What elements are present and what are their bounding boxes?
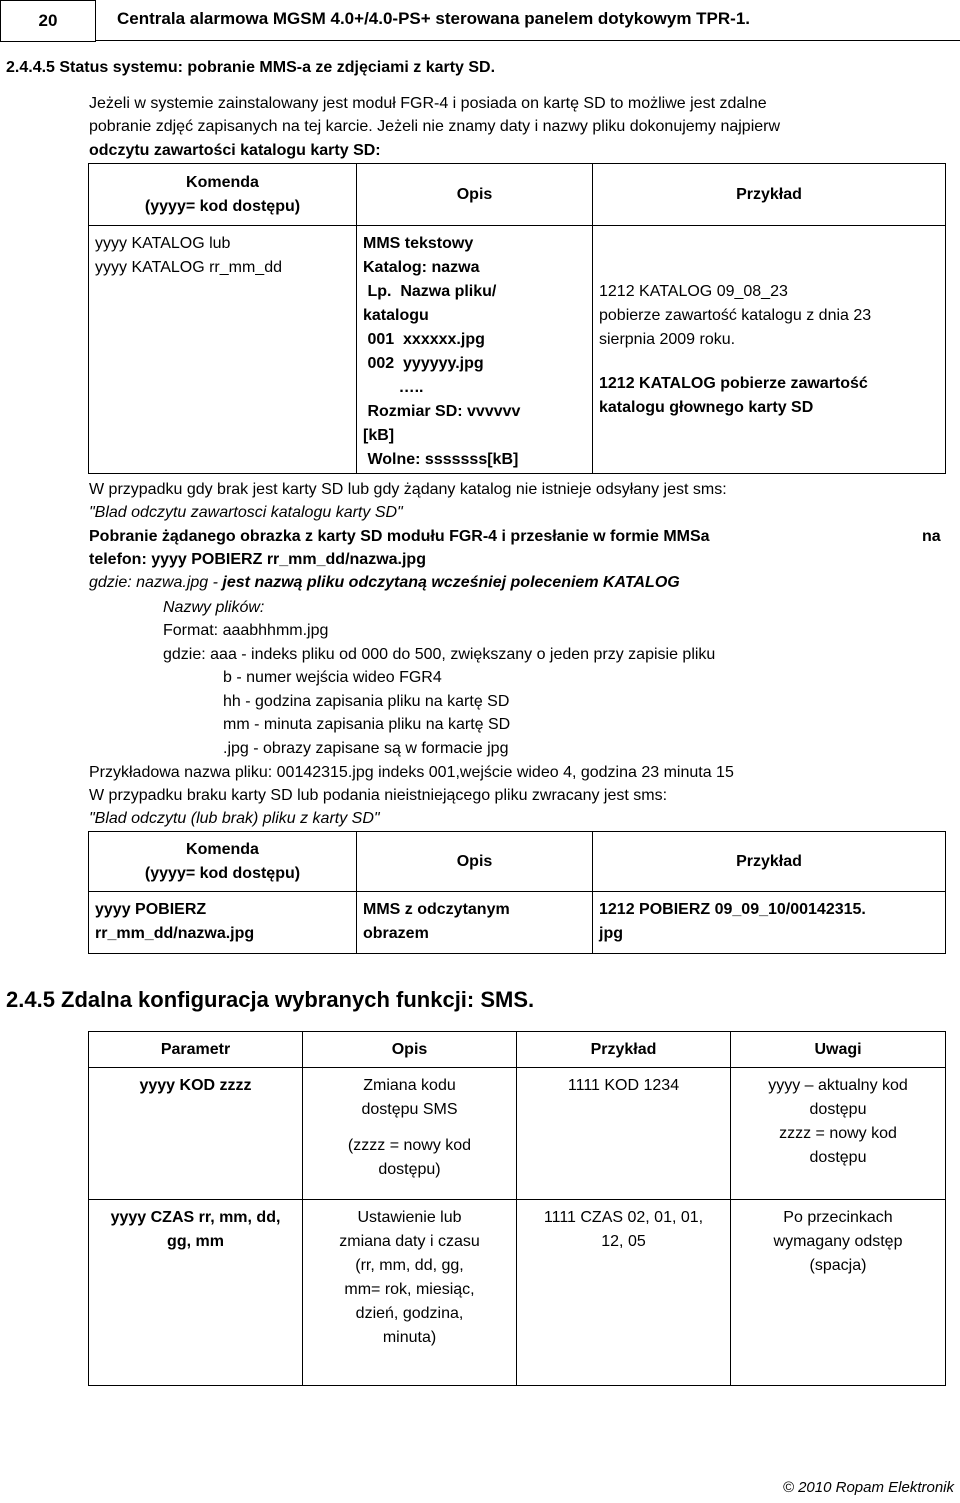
header-uwagi: Uwagi (731, 1032, 946, 1068)
text-line: .jpg - obrazy zapisane są w formacie jpg (223, 740, 509, 757)
text-line: W przypadku braku karty SD lub podania nieistniejącego pliku zwracany jest sms: (89, 787, 668, 804)
header-przyklad: Przykład (593, 164, 946, 226)
text-line: hh - godzina zapisania pliku na kartę SD (223, 693, 510, 710)
header-opis: Opis (357, 164, 593, 226)
intro-line-2: pobranie zdjęć zapisanych na tej karcie. Jeżeli nie znamy daty i nazwy pliku dokonujemy najpierw (89, 118, 781, 135)
sms-config-table (88, 1031, 946, 1386)
error-sms-catalog: "Blad odczytu zawartosci katalogu karty SD" (89, 504, 403, 521)
cell-uwagi: Po przecinkach wymagany odstęp (spacja) (731, 1200, 946, 1386)
cell-przyklad: 1212 KATALOG 09_08_23 pobierze zawartość katalogu z dnia 23 sierpnia 2009 roku. 1212 KATALOG pobierze zawartość katalogu głownego karty SD (593, 226, 946, 474)
section-heading-2445: 2.4.4.5 Status systemu: pobranie MMS-a ze zdjęciami z karty SD. (6, 59, 496, 76)
header-opis: Opis (303, 1032, 517, 1068)
text-line: b - numer wejścia wideo FGR4 (223, 669, 442, 686)
text-line: telefon: yyyy POBIERZ rr_mm_dd/nazwa.jpg (89, 551, 426, 568)
text-line: Pobranie żądanego obrazka z karty SD modułu FGR-4 i przesłanie w formie MMSa (89, 528, 710, 545)
copyright-footer: © 2010 Ropam Elektronik (782, 1479, 954, 1496)
text-line: na (922, 528, 941, 545)
table-header-row (89, 1032, 946, 1068)
text-line: Przykładowa nazwa pliku: 00142315.jpg indeks 001,wejście wideo 4, godzina 23 minuta 15 (89, 764, 734, 781)
cell-komenda: yyyy POBIERZ rr_mm_dd/nazwa.jpg (89, 892, 357, 954)
katalog-command-table (88, 163, 946, 474)
pobierz-command-table (88, 831, 946, 954)
table-row (89, 1068, 946, 1200)
table-row (89, 1200, 946, 1386)
header-przyklad: Przykład (593, 832, 946, 892)
cell-parametr: yyyy KOD zzzz (89, 1068, 303, 1200)
text-line: gdzie: nazwa.jpg - jest nazwą pliku odczytaną wcześniej poleceniem KATALOG (89, 574, 680, 591)
text-line: gdzie: aaa - indeks pliku od 000 do 500, zwiększany o jeden przy zapisie pliku (163, 646, 716, 663)
page-number: 20 (0, 0, 96, 42)
document-title: Centrala alarmowa MGSM 4.0+/4.0-PS+ sterowana panelem dotykowym TPR-1. (117, 9, 750, 28)
header-przyklad: Przykład (517, 1032, 731, 1068)
cell-opis: Zmiana kodu dostępu SMS (zzzz = nowy kod dostępu) (303, 1068, 517, 1200)
cell-opis: MMS z odczytanym obrazem (357, 892, 593, 954)
table-row (89, 226, 946, 474)
header-opis: Opis (357, 832, 593, 892)
cell-uwagi: yyyy – aktualny kod dostępu zzzz = nowy kod dostępu (731, 1068, 946, 1200)
cell-przyklad: 1111 CZAS 02, 01, 01, 12, 05 (517, 1200, 731, 1386)
text-line: Format: aaabhhmm.jpg (163, 622, 329, 639)
header-rule (96, 40, 960, 41)
text-line: W przypadku gdy brak jest karty SD lub gdy żądany katalog nie istnieje odsyłany jest sms: (89, 481, 727, 498)
section-heading-245: 2.4.5 Zdalna konfiguracja wybranych funkcji: SMS. (6, 987, 535, 1012)
table-header-row (89, 832, 946, 892)
cell-komenda: yyyy KATALOG lub yyyy KATALOG rr_mm_dd (89, 226, 357, 474)
cell-parametr: yyyy CZAS rr, mm, dd, gg, mm (89, 1200, 303, 1386)
text-line: Nazwy plików: (163, 599, 265, 616)
table-header-row (89, 164, 946, 226)
cell-przyklad: 1111 KOD 1234 (517, 1068, 731, 1200)
cell-opis: Ustawienie lub zmiana daty i czasu (rr, mm, dd, gg, mm= rok, miesiąc, dzień, godzina, minuta) (303, 1200, 517, 1386)
intro-line-3: odczytu zawartości katalogu karty SD: (89, 142, 381, 159)
table-row (89, 892, 946, 954)
text-line: mm - minuta zapisania pliku na kartę SD (223, 716, 511, 733)
header-parametr: Parametr (89, 1032, 303, 1068)
cell-przyklad: 1212 POBIERZ 09_09_10/00142315. jpg (593, 892, 946, 954)
error-sms-file: "Blad odczytu (lub brak) pliku z karty SD" (89, 810, 380, 827)
cell-opis: MMS tekstowy Katalog: nazwa Lp. Nazwa pliku/ katalogu 001 xxxxxx.jpg 002 yyyyyy.jpg ….. Rozmiar SD: vvvvvv [kB] Wolne: sssssss[kB] (357, 226, 593, 474)
intro-line-1: Jeżeli w systemie zainstalowany jest moduł FGR-4 i posiada on kartę SD to możliwe jest zdalne (89, 95, 767, 112)
header-komenda: Komenda (yyyy= kod dostępu) (89, 832, 357, 892)
header-komenda: Komenda (yyyy= kod dostępu) (89, 164, 357, 226)
